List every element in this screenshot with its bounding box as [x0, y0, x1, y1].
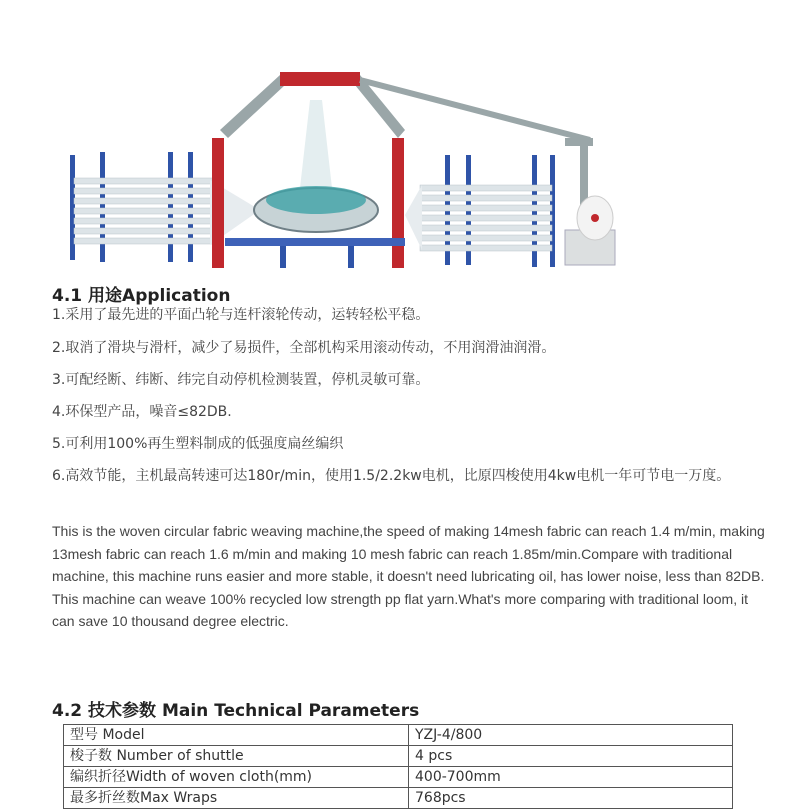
right-creel [405, 155, 555, 267]
param-value: YZJ-4/800 [409, 725, 733, 746]
take-up-unit [565, 196, 615, 265]
param-value: 4 pcs [409, 746, 733, 767]
circular-loom-photo [60, 60, 640, 275]
table-row [64, 767, 733, 788]
table-row [64, 746, 733, 767]
param-label: 梭子数 Number of shuttle [64, 746, 409, 767]
application-description-english: This is the woven circular fabric weaving machine,the speed of making 14mesh fabric can reach 1.4 m/min, making 13mesh fabric can reach 1.6 m/min and making 10 mesh fabric can reach 1.85m/min.Compare with traditional machine, this machine runs easier and more stable, it doesn't need lubricating oil, has lower noise, less than 82DB. This machine can weave 100% recycled low strength pp flat yarn.What's more comparing with traditional loom, it can save 10 thousand degree electric. [52, 523, 765, 629]
param-label: 编织折径Width of woven cloth(mm) [64, 767, 409, 788]
application-heading: 4.1 用途Application [52, 286, 231, 306]
parameters-heading: 4.2 技术参数 Main Technical Parameters [52, 701, 420, 721]
param-value: 400-700mm [409, 767, 733, 788]
param-value: 768pcs [409, 788, 733, 809]
application-item-3: 3.可配经断、纬断、纬完自动停机检测装置，停机灵敏可靠。 [52, 372, 430, 388]
application-item-2: 2.取消了滑块与滑杆，减少了易损件，全部机构采用滚动传动，不用润滑油润滑。 [52, 340, 556, 356]
loom-ring [225, 186, 405, 268]
circular-loom-illustration [60, 60, 640, 275]
table-row [64, 725, 733, 746]
application-item-4: 4.环保型产品，噪音≤82DB. [52, 404, 232, 420]
application-item-1: 1.采用了最先进的平面凸轮与连杆滚轮传动，运转轻松平稳。 [52, 307, 430, 323]
fabric-tube [300, 100, 332, 188]
technical-parameters-table [63, 724, 733, 809]
param-label: 型号 Model [64, 725, 409, 746]
application-item-6: 6.高效节能，主机最高转速可达180r/min，使用1.5/2.2kw电机，比原四梭使用4kw电机一年可节电一万度。 [52, 468, 731, 484]
param-label: 最多折丝数Max Wraps [64, 788, 409, 809]
table-row [64, 788, 733, 809]
application-item-5: 5.可利用100%再生塑料制成的低强度扁丝编织 [52, 436, 344, 452]
